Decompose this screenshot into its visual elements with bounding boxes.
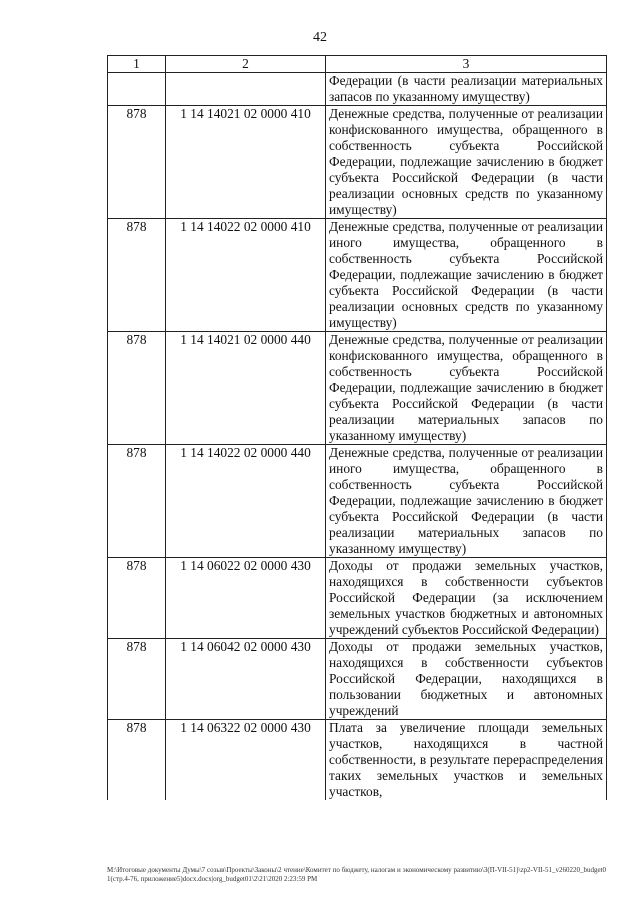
column-header-description: 3 [326,56,607,73]
table-row [108,332,607,445]
admin-code-cell: 878 [108,106,166,219]
revenue-code-cell: 1 14 06322 02 0000 430 [166,720,326,801]
table-row [108,445,607,558]
admin-code-cell: 878 [108,720,166,801]
revenue-description-cell: Доходы от продажи земельных участков, находящихся в собственности субъектов Российской Федерации, находящихся в пользовании бюджетных и автономных учреждений [326,639,607,720]
page-number: 42 [313,30,327,45]
revenue-code-cell: 1 14 14022 02 0000 410 [166,219,326,332]
revenue-description-cell: Денежные средства, полученные от реализации иного имущества, обращенного в собственность субъекта Российской Федерации, подлежащие зачислению в бюджет субъекта Российской Федерации (в части реализации основных средств по указанному имуществу) [326,219,607,332]
admin-code-cell: 878 [108,445,166,558]
admin-code-cell: 878 [108,332,166,445]
revenue-code-cell: 1 14 14022 02 0000 440 [166,445,326,558]
table-row [108,73,607,106]
table-row [108,720,607,801]
table-row [108,558,607,639]
admin-code-cell: 878 [108,219,166,332]
revenue-description-cell: Федерации (в части реализации материальных запасов по указанному имуществу) [326,73,607,106]
revenue-description-cell: Денежные средства, полученные от реализации конфискованного имущества, обращенного в собственность субъекта Российской Федерации, подлежащие зачислению в бюджет субъекта Российской Федерации (в части реализации основных средств по указанному имуществу) [326,106,607,219]
revenue-code-cell: 1 14 14021 02 0000 440 [166,332,326,445]
revenue-description-cell: Доходы от продажи земельных участков, находящихся в собственности субъектов Российской Федерации (за исключением земельных участков бюджетных и автономных учреждений субъектов Российской Федерации) [326,558,607,639]
budget-revenue-table [107,55,607,800]
revenue-description-cell: Плата за увеличение площади земельных участков, находящихся в частной собственности, в результате перераспределения таких земельных участков и земельных участков, [326,720,607,801]
revenue-description-cell: Денежные средства, полученные от реализации иного имущества, обращенного в собственность субъекта Российской Федерации, подлежащие зачислению в бюджет субъекта Российской Федерации (в части реализации материальных запасов по указанному имуществу) [326,445,607,558]
revenue-code-cell: 1 14 14021 02 0000 410 [166,106,326,219]
document-file-path: M:\Итоговые документы Думы\7 созыв\Проекты\Законы\2 чтение\Комитет по бюджету, налогам и экономическому развитию\3(П-VII-51)\zp2-VII-51_v260220_budget01(стр.4-76, приложение5)docx.docx|org_budget01\2\21\2020 2:23:59 PM [107,866,606,883]
column-header-admin: 1 [108,56,166,73]
revenue-code-cell: 1 14 06042 02 0000 430 [166,639,326,720]
revenue-code-cell: 1 14 06022 02 0000 430 [166,558,326,639]
column-header-code: 2 [166,56,326,73]
table-row [108,106,607,219]
revenue-code-cell [166,73,326,106]
table-header-row [108,56,607,73]
revenue-description-cell: Денежные средства, полученные от реализации конфискованного имущества, обращенного в собственность субъекта Российской Федерации, подлежащие зачислению в бюджет субъекта Российской Федерации (в части реализации материальных запасов по указанному имуществу) [326,332,607,445]
table-row [108,639,607,720]
admin-code-cell [108,73,166,106]
admin-code-cell: 878 [108,558,166,639]
table-row [108,219,607,332]
admin-code-cell: 878 [108,639,166,720]
